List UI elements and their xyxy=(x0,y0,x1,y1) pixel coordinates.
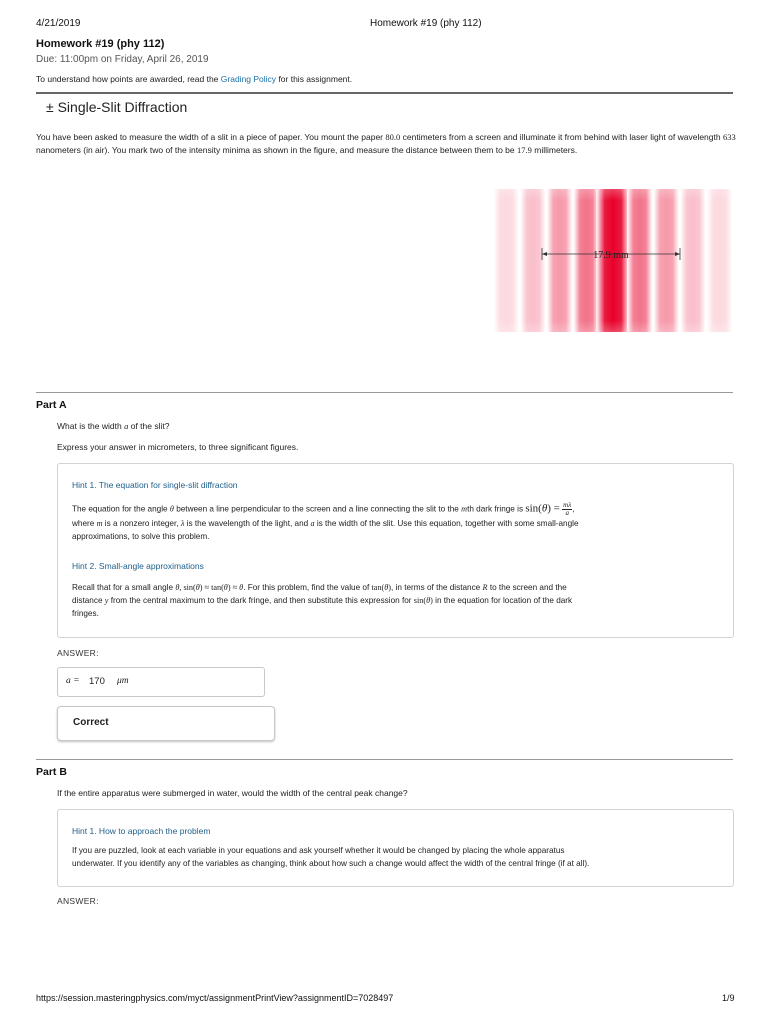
print-title: Homework #19 (phy 112) xyxy=(370,18,482,29)
correct-label: Correct xyxy=(73,717,109,728)
problem-title-text: Single-Slit Diffraction xyxy=(57,99,188,115)
sin-theta-symbol: sin(θ) xyxy=(413,596,433,605)
hint-text-part: where xyxy=(72,519,95,528)
hint-text-part: in the equation for location of the dark xyxy=(435,596,573,605)
problem-title xyxy=(46,99,187,115)
a-symbol: a xyxy=(310,519,315,528)
hint-2-title[interactable]: Hint 2. Small-angle approximations xyxy=(72,561,204,571)
part-a-divider xyxy=(36,392,733,393)
part-a-hints xyxy=(57,463,734,638)
grading-policy-link[interactable]: Grading Policy xyxy=(220,74,277,84)
hint-text-part: is the wavelength of the light, and xyxy=(186,519,309,528)
wavelength-value: 633 xyxy=(722,132,736,142)
print-date: 4/21/2019 xyxy=(36,18,81,29)
hint-text-part: The equation for the angle xyxy=(72,504,168,514)
part-b-hint-1-text xyxy=(72,844,722,870)
hint-1-line-1: The equation for the angle θ between a line perpendicular to the screen and a line connecting the slit to the mth dark fringe is sin(θ) = $\frac{m\lambda}{a}$ , xyxy=(72,501,575,517)
part-a-answer-field[interactable] xyxy=(57,667,265,697)
measured-value: 17.9 xyxy=(517,144,532,155)
hint-text-part: is a nonzero integer, xyxy=(104,519,179,528)
hint-text-part: . For this problem, find the value of xyxy=(243,583,370,592)
diffraction-figure xyxy=(493,189,733,332)
hint-1-title[interactable]: Hint 1. The equation for single-slit diffraction xyxy=(72,480,238,490)
due-date: Due: 11:00pm on Friday, April 26, 2019 xyxy=(36,54,209,65)
hint-text-part: is the width of the slit. Use this equation, together with some small-angle xyxy=(316,519,579,528)
m-lambda-over-a: $\frac{m\lambda}{a}$ xyxy=(563,501,572,517)
question-part: What is the width xyxy=(57,421,122,431)
hint-text-part: from the central maximum to the dark fringe, and then substitute this expression for xyxy=(110,596,412,605)
answer-variable: a = xyxy=(66,676,80,686)
part-b-hint-line-2: underwater. If you identify any of the variables as changing, think about how such a change would affect the width of the central fringe (if at all). xyxy=(72,859,590,868)
part-b-question: If the entire apparatus were submerged in water, would the width of the central peak change? xyxy=(57,788,408,798)
hint-1-line-2 xyxy=(72,517,722,530)
answer-value: 170 xyxy=(89,676,105,687)
part-a-answer-label: ANSWER: xyxy=(57,648,99,658)
statement-part: millimeters. xyxy=(534,144,578,155)
part-a-instruction: Express your answer in micrometers, to three significant figures. xyxy=(57,442,299,452)
grading-policy-note xyxy=(36,74,352,84)
small-angle-formula: θ, sin(θ) ≈ tan(θ) ≈ θ xyxy=(175,583,244,592)
page-number: 1/9 xyxy=(722,993,735,1003)
hint-text-part: th dark fringe is xyxy=(467,504,524,514)
lambda-symbol: λ xyxy=(180,519,185,528)
hint-text-part: between a line perpendicular to the screen and a line connecting the slit to the xyxy=(176,504,459,514)
hint-2-text xyxy=(72,581,722,620)
measurement-label: 17.9 mm xyxy=(593,250,629,261)
part-b-answer-label: ANSWER: xyxy=(57,896,99,906)
hint-1-line-3: approximations, to solve this problem. xyxy=(72,532,210,541)
statement-part: You have been asked to measure the width of a slit in a piece of paper. You mount the paper xyxy=(36,132,384,142)
policy-prefix: To understand how points are awarded, read the xyxy=(36,74,219,84)
hint-1-text xyxy=(72,502,722,543)
hint-text-part: Recall that for a small angle xyxy=(72,583,174,592)
problem-statement xyxy=(36,131,736,156)
assignment-title: Homework #19 (phy 112) xyxy=(36,38,165,50)
hint-text-part: to the screen and the xyxy=(489,583,567,592)
statement-part: nanometers (in air). You mark two of the intensity minima as shown in the figure, and measure the distance between them to be xyxy=(36,144,515,155)
correct-feedback xyxy=(57,706,275,741)
answer-unit: μm xyxy=(117,676,129,686)
page-url: https://session.masteringphysics.com/myct/assignmentPrintView?assignmentID=7028497 xyxy=(36,993,394,1003)
hint-2-line-2 xyxy=(72,594,722,607)
part-a-label: Part A xyxy=(36,399,67,411)
m-symbol: m xyxy=(96,519,103,528)
hint-text-part: distance xyxy=(72,596,103,605)
part-b-hint-line-1: If you are puzzled, look at each variable in your equations and ask yourself whether it would be changed by placing the whole apparatus xyxy=(72,846,565,855)
y-symbol: y xyxy=(104,596,109,605)
slit-width-var: a xyxy=(124,421,129,431)
sin-theta-formula: sin(θ) = xyxy=(525,502,560,515)
r-symbol: R xyxy=(482,583,488,592)
theta-symbol: θ xyxy=(169,504,174,514)
part-b-hint-1-title[interactable]: Hint 1. How to approach the problem xyxy=(72,826,211,836)
policy-suffix: for this assignment. xyxy=(278,74,353,84)
part-b-hints xyxy=(57,809,734,887)
distance-value: 80.0 xyxy=(385,132,401,142)
part-b-divider xyxy=(36,759,733,760)
statement-part: centimeters from a screen and illuminate it from behind with laser light of wavelength xyxy=(402,132,721,142)
header-divider xyxy=(36,92,733,94)
part-b-label: Part B xyxy=(36,766,67,778)
tan-theta-symbol: tan(θ) xyxy=(371,583,392,592)
hint-2-line-1 xyxy=(72,581,722,594)
plus-minus-icon: ± xyxy=(46,99,54,115)
m-symbol: m xyxy=(461,504,468,514)
fringe-pattern xyxy=(493,189,733,332)
hint-2-line-3: fringes. xyxy=(72,609,99,618)
part-a-question xyxy=(57,420,169,433)
hint-text-part: , in terms of the distance xyxy=(391,583,481,592)
question-part: of the slit? xyxy=(130,421,170,431)
